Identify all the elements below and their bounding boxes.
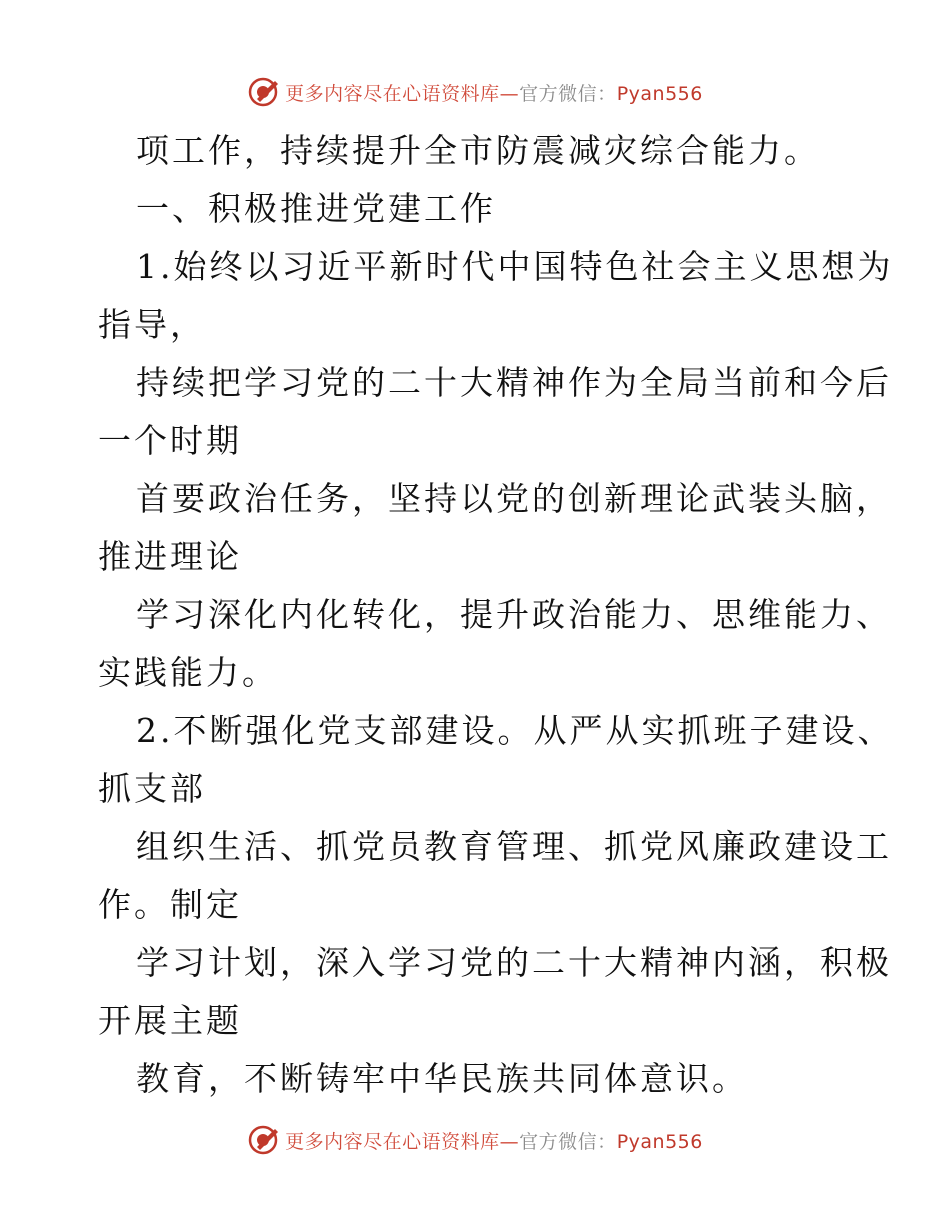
text-line: 组织生活、抓党员教育管理、抓党风廉政建设工 <box>136 827 892 866</box>
text-line: 1.始终以习近平新时代中国特色社会主义思想为 <box>136 247 894 286</box>
text-line: 开展主题 <box>98 1001 242 1040</box>
text-line: 首要政治任务，坚持以党的创新理论武装头脑， <box>136 479 892 518</box>
document-body <box>98 122 894 1108</box>
header-wechat-label: 官方微信： <box>519 82 617 105</box>
footer-banner <box>0 1120 950 1160</box>
text-line: 2.不断强化党支部建设。从严从实抓班子建设、 <box>136 711 894 750</box>
header-brand: 更多内容尽在心语资料库 <box>285 82 500 105</box>
text-line: 一个时期 <box>98 421 242 460</box>
header-wechat-id: Pyan556 <box>616 82 703 105</box>
text-line: 推进理论 <box>98 537 242 576</box>
footer-banner-text <box>285 1127 703 1154</box>
footer-dash: — <box>499 1130 520 1153</box>
text-line: 学习深化内化转化，提升政治能力、思维能力、 <box>136 595 892 634</box>
text-line: 实践能力。 <box>98 653 278 692</box>
footer-wechat-id: Pyan556 <box>616 1130 703 1153</box>
text-line: 指导， <box>98 305 206 344</box>
header-dash: — <box>499 82 520 105</box>
text-line: 项工作，持续提升全市防震减灾综合能力。 <box>136 131 820 170</box>
pen-logo-icon <box>247 1123 281 1157</box>
text-line: 抓支部 <box>98 769 206 808</box>
text-line: 作。制定 <box>98 885 242 924</box>
footer-wechat-label: 官方微信： <box>519 1130 617 1153</box>
section-heading: 一、积极推进党建工作 <box>136 189 496 228</box>
header-banner <box>0 72 950 112</box>
pen-logo-icon <box>247 75 281 109</box>
text-line: 教育，不断铸牢中华民族共同体意识。 <box>136 1059 748 1098</box>
text-line: 学习计划，深入学习党的二十大精神内涵，积极 <box>136 943 892 982</box>
text-line: 持续把学习党的二十大精神作为全局当前和今后 <box>136 363 892 402</box>
footer-brand: 更多内容尽在心语资料库 <box>285 1130 500 1153</box>
header-banner-text <box>285 79 703 106</box>
